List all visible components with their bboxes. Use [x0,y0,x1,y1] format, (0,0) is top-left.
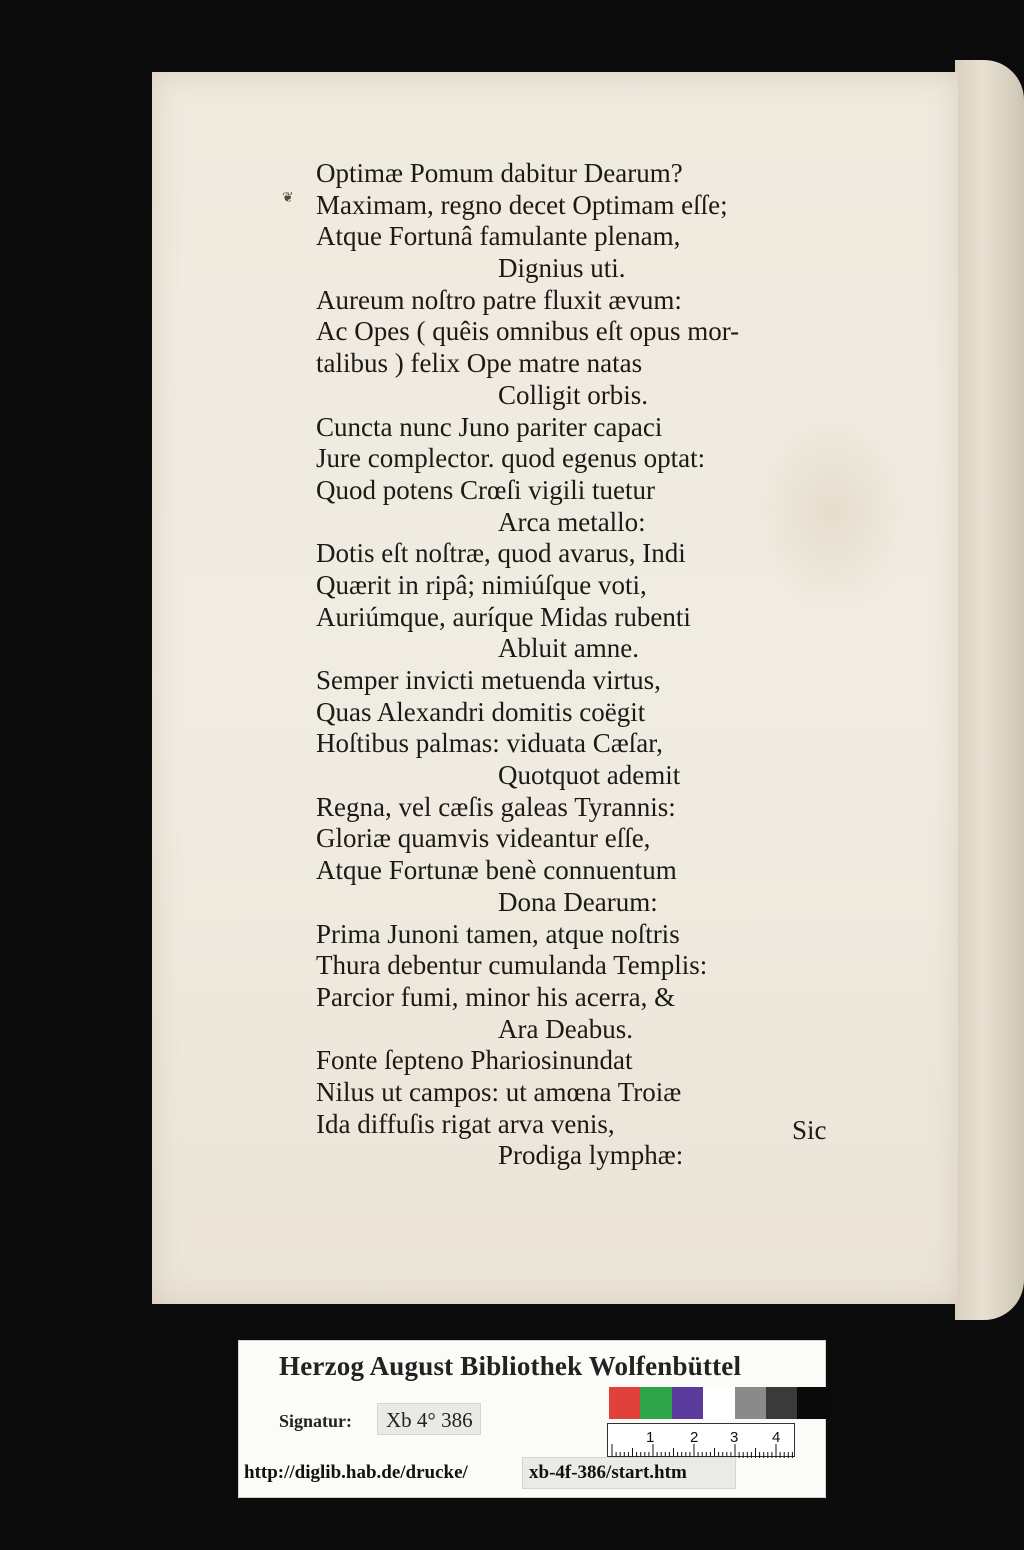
poem-line: Arca metallo: [498,506,646,537]
poem-line: Colligit orbis. [498,379,649,410]
poem-line: Dona Dearum: [498,886,658,917]
poem-line: Gloriæ quamvis videantur eſſe, [316,823,651,854]
poem-line: Nilus ut campos: ut amœna Troiæ [316,1076,682,1107]
poem-line: Quærit in ripâ; nimiúſque voti, [316,569,647,600]
ruler-number: 4 [772,1429,781,1446]
poem-line: Optimæ Pomum dabitur Dearum? [316,158,683,188]
catchword: Sic [792,1115,827,1145]
poem-line: Jure complector. quod egenus optat: [316,443,706,474]
poem-text [316,158,796,1172]
poem-line: Aureum noſtro patre fluxit ævum: [316,284,682,315]
poem-line: Ida diffuſis rigat arva venis, [316,1108,615,1139]
color-calibration-bar [609,1387,829,1419]
poem-line: Dignius uti. [498,253,626,284]
poem-line: Maximam, regno decet Optimam eſſe; [316,189,728,220]
poem-line: Atque Fortunæ benè connuentum [316,855,677,886]
poem-line: Atque Fortunâ famulante plenam, [316,221,681,252]
poem-line: Thura debentur cumulanda Templis: [316,950,708,981]
poem-line: Abluit amne. [498,633,639,664]
poem-line: Quotquot ademit [498,760,681,791]
url-prefix-link[interactable]: http://diglib.hab.de/drucke/ [244,1462,468,1483]
color-swatch [797,1387,828,1419]
poem-line: Quod potens Crœſi vigili tuetur [316,474,655,505]
poem-line: Ara Deabus. [498,1013,633,1044]
ruler-number: 2 [690,1429,699,1446]
poem-line: Ac Opes ( quêis omnibus eſt opus mor- [316,316,740,347]
poem-line: Hoſtibus palmas: viduata Cæſar, [316,728,663,759]
signature-value: Xb 4° 386 [377,1403,481,1435]
poem-line: Fonte ſepteno Phariosinundat [316,1045,633,1076]
color-swatch [640,1387,671,1419]
poem-line: Prima Junoni tamen, atque noſtris [316,918,680,949]
printer-ornament-icon: ❦ [282,190,294,206]
color-swatch [609,1387,640,1419]
poem-line: Dotis eſt noſtræ, quod avarus, Indi [316,538,686,569]
ruler-number: 3 [730,1429,739,1446]
poem-line: talibus ) felix Ope matre natas [316,348,643,379]
ruler-number: 1 [646,1429,655,1446]
scale-ruler [607,1423,795,1457]
poem-line: Cuncta nunc Juno pariter capaci [316,411,663,442]
poem-line: Auriúmque, auríque Midas rubenti [316,601,691,632]
library-name: Herzog August Bibliothek Wolfenbüttel [279,1351,742,1381]
ruler-ticks [608,1424,796,1458]
color-swatch [735,1387,766,1419]
signature-label: Signatur: [279,1411,353,1431]
color-swatch [672,1387,703,1419]
poem-line: Semper invicti metuenda virtus, [316,665,661,695]
poem-line: Quas Alexandri domitis coëgit [316,696,646,727]
poem-line: Prodiga lymphæ: [498,1140,684,1171]
url-path-link[interactable]: xb-4f-386/start.htm [522,1457,736,1489]
poem-line: Regna, vel cæſis galeas Tyrannis: [316,791,676,822]
next-page-edge [955,60,1024,1320]
color-swatch [703,1387,734,1419]
poem-line: Parcior fumi, minor his acerra, & [316,981,676,1012]
color-swatch [766,1387,797,1419]
